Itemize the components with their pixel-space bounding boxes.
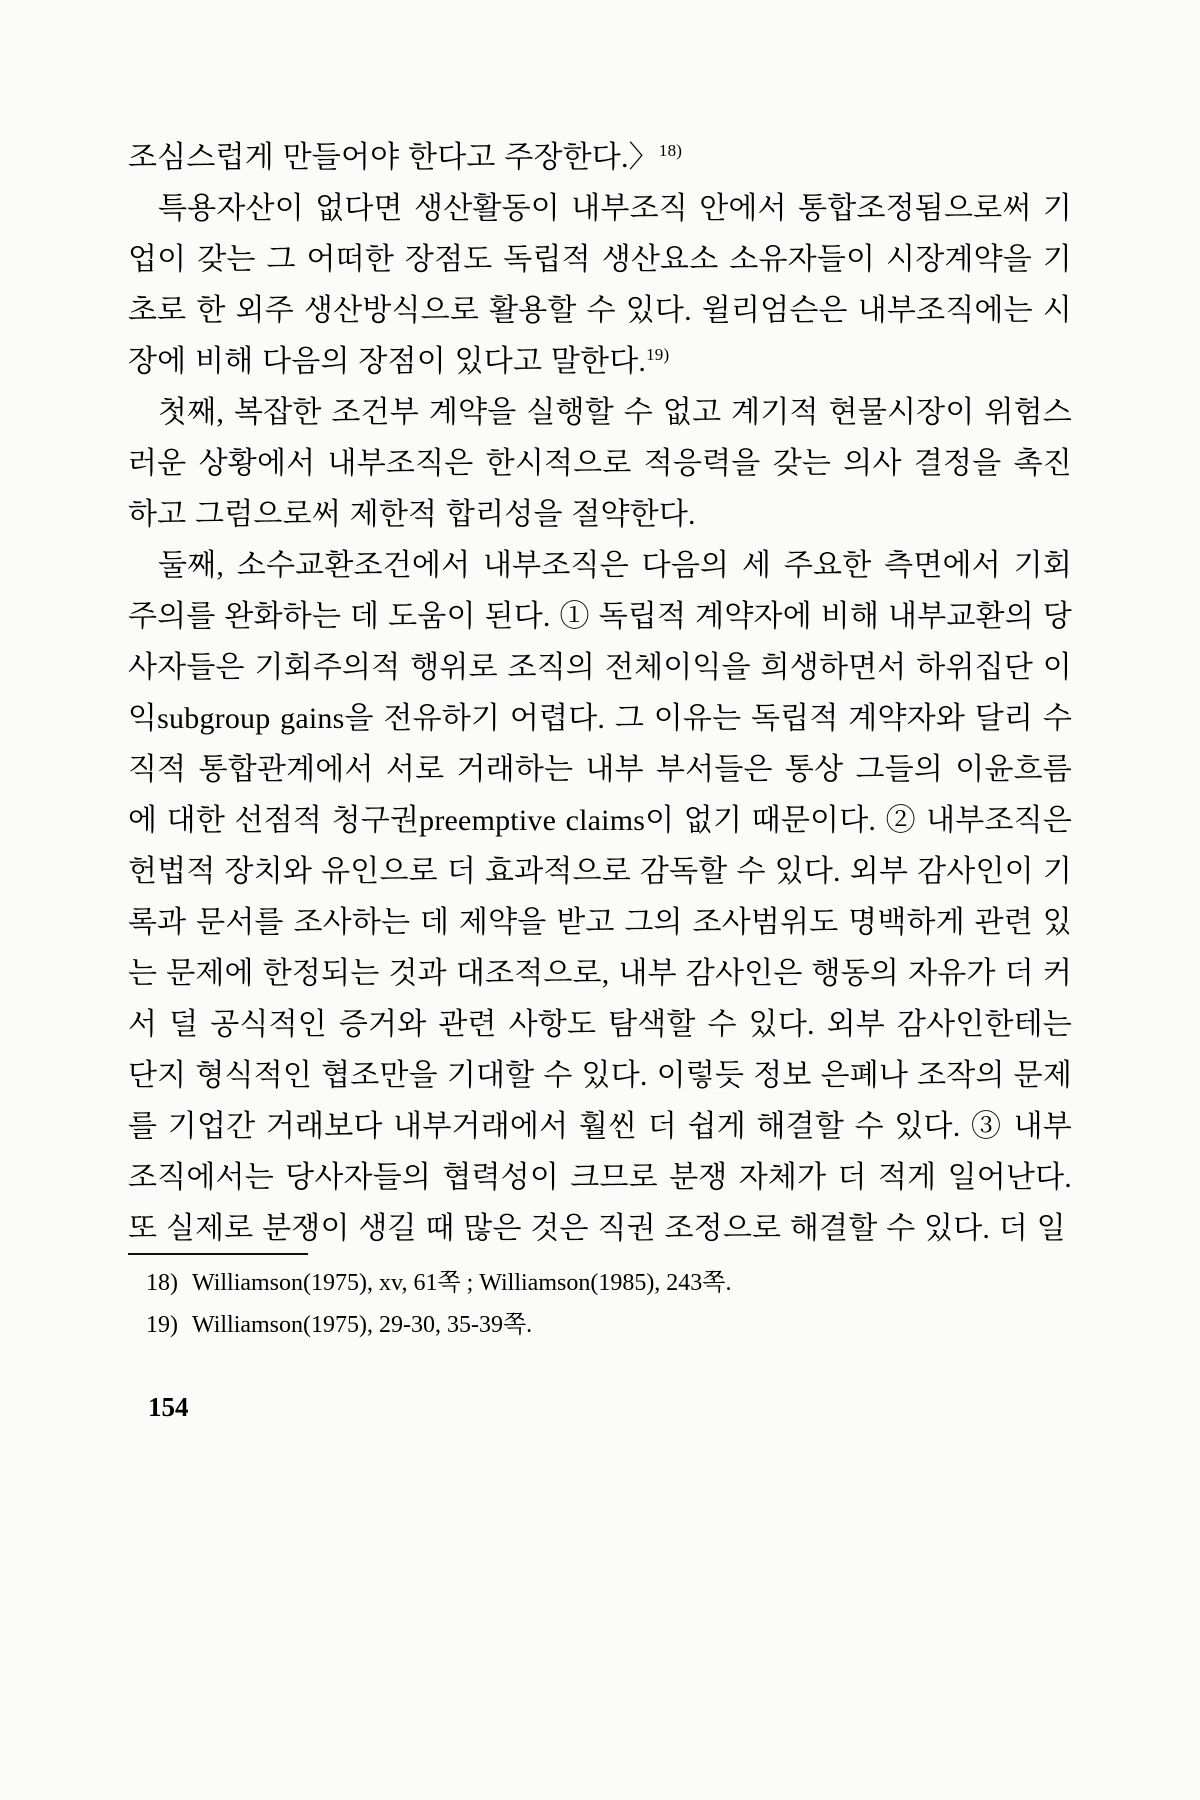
footnote-text: Williamson(1975), xv, 61쪽 ; Williamson(1985), 243쪽. bbox=[192, 1270, 732, 1296]
paragraph-4 bbox=[128, 540, 1072, 1254]
footnote-ref-18: 18) bbox=[658, 141, 683, 160]
footnote-ref-19: 19) bbox=[646, 345, 670, 364]
paragraph-1 bbox=[128, 132, 1072, 183]
paragraph-2 bbox=[128, 183, 1072, 387]
footnote-item bbox=[128, 1304, 1072, 1346]
paragraph-3-text: 첫째, 복잡한 조건부 계약을 실행할 수 없고 계기적 현물시장이 위험스러운 상황에서 내부조직은 한시적으로 적응력을 갖는 의사 결정을 촉진하고 그럼으로써 제한적 합리성을 절약한다. bbox=[128, 396, 1072, 531]
paragraph-2-text: 특용자산이 없다면 생산활동이 내부조직 안에서 통합조정됨으로써 기업이 갖는 그 어떠한 장점도 독립적 생산요소 소유자들이 시장계약을 기초로 한 외주 생산방식으로 활용할 수 있다. 윌리엄슨은 내부조직에는 시장에 비해 다음의 장점이 있다고 말한다. bbox=[128, 192, 1072, 378]
page-number: 154 bbox=[148, 1392, 189, 1422]
footnote-number: 18) bbox=[146, 1270, 178, 1296]
paragraph-4-text: 둘째, 소수교환조건에서 내부조직은 다음의 세 주요한 측면에서 기회주의를 완화하는 데 도움이 된다. ① 독립적 계약자에 비해 내부교환의 당사자들은 기회주의적 행위로 조직의 전체이익을 희생하면서 하위집단 이익subgroup gains을 전유하기 어렵다. 그 이유는 독립적 계약자와 달리 수직적 통합관계에서 서로 거래하는 내부 부서들은 통상 그들의 이윤흐름에 대한 선점적 청구권preemptive claims이 없기 때문이다. ② 내부조직은 헌법적 장치와 유인으로 더 효과적으로 감독할 수 있다. 외부 감사인이 기록과 문서를 조사하는 데 제약을 받고 그의 조사범위도 명백하게 관련 있는 문제에 한정되는 것과 대조적으로, 내부 감사인은 행동의 자유가 더 커서 덜 공식적인 증거와 관련 사항도 탐색할 수 있다. 외부 감사인한테는 단지 형식적인 협조만을 기대할 수 있다. 이렇듯 정보 은폐나 조작의 문제를 기업간 거래보다 내부거래에서 훨씬 더 쉽게 해결할 수 있다. ③ 내부조직에서는 당사자들의 협력성이 크므로 분쟁 자체가 더 적게 일어난다. 또 실제로 분쟁이 생길 때 많은 것은 직권 조정으로 해결할 수 있다. 더 일 bbox=[128, 549, 1072, 1245]
page-body-text bbox=[128, 132, 1072, 1254]
footnote-separator-rule bbox=[128, 1253, 308, 1255]
footnote-section bbox=[128, 1262, 1072, 1346]
footnote-item bbox=[128, 1262, 1072, 1304]
paragraph-1-text: 조심스럽게 만들어야 한다고 주장한다.〉 bbox=[128, 141, 659, 174]
footnote-number: 19) bbox=[146, 1312, 178, 1338]
paragraph-3 bbox=[128, 387, 1072, 540]
footnote-text: Williamson(1975), 29-30, 35-39쪽. bbox=[192, 1312, 533, 1338]
